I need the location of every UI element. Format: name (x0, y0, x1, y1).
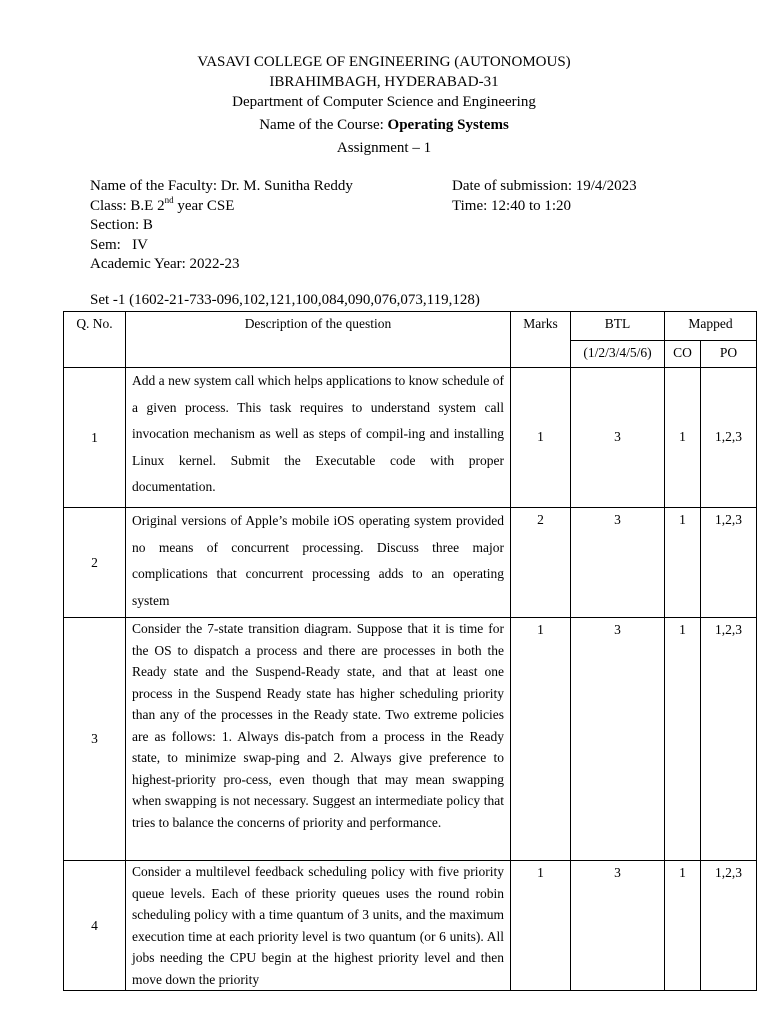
question-po: 1,2,3 (701, 618, 757, 861)
submission-date: Date of submission: 19/4/2023 (452, 178, 637, 194)
class-line (90, 194, 353, 217)
question-marks: 1 (511, 618, 571, 861)
course-label: Name of the Course: (259, 117, 388, 133)
class-prefix: Class: B.E 2 (90, 197, 165, 214)
header-btl-levels: (1/2/3/4/5/6) (571, 341, 665, 368)
time-slot: Time: 12:40 to 1:20 (452, 197, 572, 214)
table-row (64, 368, 757, 508)
table-header-row (64, 312, 757, 341)
header-btl: BTL (571, 312, 665, 341)
question-co: 1 (665, 618, 701, 861)
header-qno: Q. No. (64, 312, 126, 368)
class-sup: nd (164, 194, 174, 205)
question-btl: 3 (571, 368, 665, 508)
class-suffix: year CSE (173, 197, 235, 214)
question-po: 1,2,3 (701, 861, 757, 991)
question-marks: 1 (511, 368, 571, 508)
question-marks: 1 (511, 861, 571, 991)
section: Section: B (90, 217, 153, 233)
table-row (64, 508, 757, 618)
questions-table (63, 311, 757, 991)
question-btl: 3 (571, 508, 665, 618)
question-number: 3 (64, 618, 126, 861)
question-co: 1 (665, 368, 701, 508)
table-row (64, 618, 757, 861)
question-co: 1 (665, 508, 701, 618)
assignment-title: Assignment – 1 (336, 140, 432, 156)
header-co: CO (665, 341, 701, 368)
question-number: 2 (64, 508, 126, 618)
question-description: Add a new system call which helps applications to know schedule of a given process. This task requires to understand system call invocation mechanism as well as steps of compil-ing and installing Linux kernel. Submit the Executable code with proper documentation. (126, 368, 511, 508)
question-marks: 2 (511, 508, 571, 618)
header-po: PO (701, 341, 757, 368)
course-line (0, 115, 768, 135)
question-po: 1,2,3 (701, 368, 757, 508)
table-row (64, 861, 757, 991)
semester: Sem: IV (90, 236, 148, 253)
college-name: VASAVI COLLEGE OF ENGINEERING (AUTONOMOUS) (197, 54, 571, 70)
question-btl: 3 (571, 861, 665, 991)
question-description: Consider a multilevel feedback scheduling policy with five priority queue levels. Each of these priority queues uses the round robin scheduling policy with a time quantum of 3 units, and the maximum execution time at each priority level is two quantum (or 6 units). All jobs needing the CPU begin at the highest priority level and then move down the priority (126, 861, 511, 991)
college-address: IBRAHIMBAGH, HYDERABAD-31 (269, 74, 499, 90)
header-mapped: Mapped (665, 312, 757, 341)
question-btl: 3 (571, 618, 665, 861)
question-description: Consider the 7-state transition diagram. Suppose that it is time for the OS to dispatch a process and there are processes in both the Ready state and the Suspend-Ready state, and that at least one process in the Suspend Ready state has higher scheduling priority than any of the processes in the Ready state. Two extreme policies are as follows: 1. Always dis-patch from a process in the Ready state, to minimize swap-ping and 2. Always give preference to highest-priority pro-cess, even though that may mean swapping when swapping is not necessary. Suggest an intermediate policy that tries to balance the concerns of priority and performance. (126, 618, 511, 861)
header-marks: Marks (511, 312, 571, 368)
question-number: 4 (64, 861, 126, 991)
question-co: 1 (665, 861, 701, 991)
set-line: Set -1 (1602-21-733-096,102,121,100,084,090,076,073,119,128) (90, 292, 480, 308)
info-right-block (452, 177, 637, 216)
academic-year: Academic Year: 2022-23 (90, 256, 240, 272)
course-name: Operating Systems (387, 117, 509, 133)
question-number: 1 (64, 368, 126, 508)
header-description: Description of the question (126, 312, 511, 368)
question-description: Original versions of Apple’s mobile iOS operating system provided no means of concurrent processing. Discuss three major complications that concurrent processing adds to an operating system (126, 508, 511, 618)
faculty-name: Name of the Faculty: Dr. M. Sunitha Reddy (90, 178, 353, 194)
department-name: Department of Computer Science and Engineering (232, 94, 536, 110)
info-left-block (90, 177, 353, 275)
question-po: 1,2,3 (701, 508, 757, 618)
